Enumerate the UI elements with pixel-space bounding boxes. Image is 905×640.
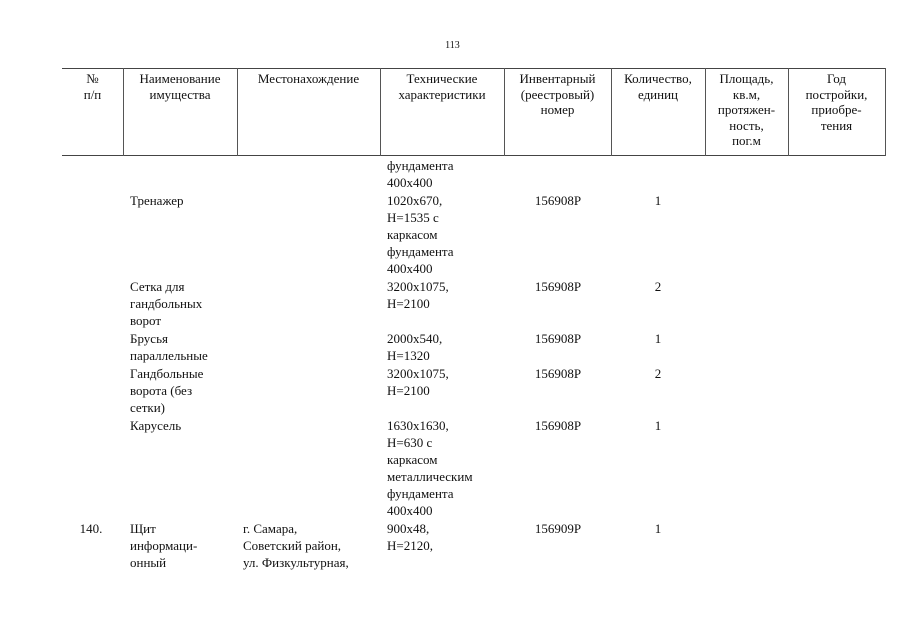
header-number: № п/п — [83, 71, 102, 102]
table-row-quantity: 1 — [654, 331, 662, 346]
table-row-inventory: 156909Р — [534, 521, 582, 536]
column-divider — [885, 68, 886, 156]
table-row-inventory: 156908Р — [534, 331, 582, 346]
table-row-quantity: 1 — [654, 418, 662, 433]
table-row-name: Брусья параллельные — [130, 331, 208, 363]
table-row-tech: 3200x1075, H=2100 — [387, 279, 449, 311]
header-location: Местонахождение — [257, 71, 360, 86]
header-area: Площадь, кв.м, протяжен- ность, пог.м — [717, 71, 776, 148]
header-bottom-border — [62, 155, 886, 156]
table-row-tech: 900x48, H=2120, — [387, 521, 433, 553]
table-row-location: г. Самара, Советский район, ул. Физкультурная, — [243, 521, 349, 570]
table-row-number: 140. — [79, 521, 103, 536]
page-number: 113 — [445, 40, 460, 51]
table-top-border — [62, 68, 886, 69]
table-row-inventory: 156908Р — [534, 418, 582, 433]
table-row-quantity: 1 — [654, 193, 662, 208]
table-row-quantity: 1 — [654, 521, 662, 536]
table-row-name: Щит информаци- онный — [130, 521, 198, 570]
table-row-name: Тренажер — [130, 193, 184, 208]
table-row-quantity: 2 — [654, 366, 662, 381]
header-tech: Технические характеристики — [398, 71, 486, 102]
header-inventory: Инвентарный (реестровый) номер — [519, 71, 596, 117]
table-row-inventory: 156908Р — [534, 366, 582, 381]
table-row-quantity: 2 — [654, 279, 662, 294]
table-row-name: Карусель — [130, 418, 182, 433]
continued-tech-cell: фундамента 400x400 — [387, 158, 454, 190]
table-row-tech: 2000x540, H=1320 — [387, 331, 443, 363]
header-quantity: Количество, единиц — [624, 71, 692, 102]
table-row-inventory: 156908Р — [534, 193, 582, 208]
table-row-name: Гандбольные ворота (без сетки) — [130, 366, 204, 415]
header-name: Наименование имущества — [139, 71, 221, 102]
table-row-inventory: 156908Р — [534, 279, 582, 294]
table-row-tech: 1020x670, H=1535 с каркасом фундамента 400x400 — [387, 193, 454, 276]
table-row-tech: 1630x1630, H=630 с каркасом металлическим фундамента 400x400 — [387, 418, 473, 518]
table-row-name: Сетка для гандбольных ворот — [130, 279, 203, 328]
table-row-tech: 3200x1075, H=2100 — [387, 366, 449, 398]
header-year: Год постройки, приобре- тения — [805, 71, 868, 133]
